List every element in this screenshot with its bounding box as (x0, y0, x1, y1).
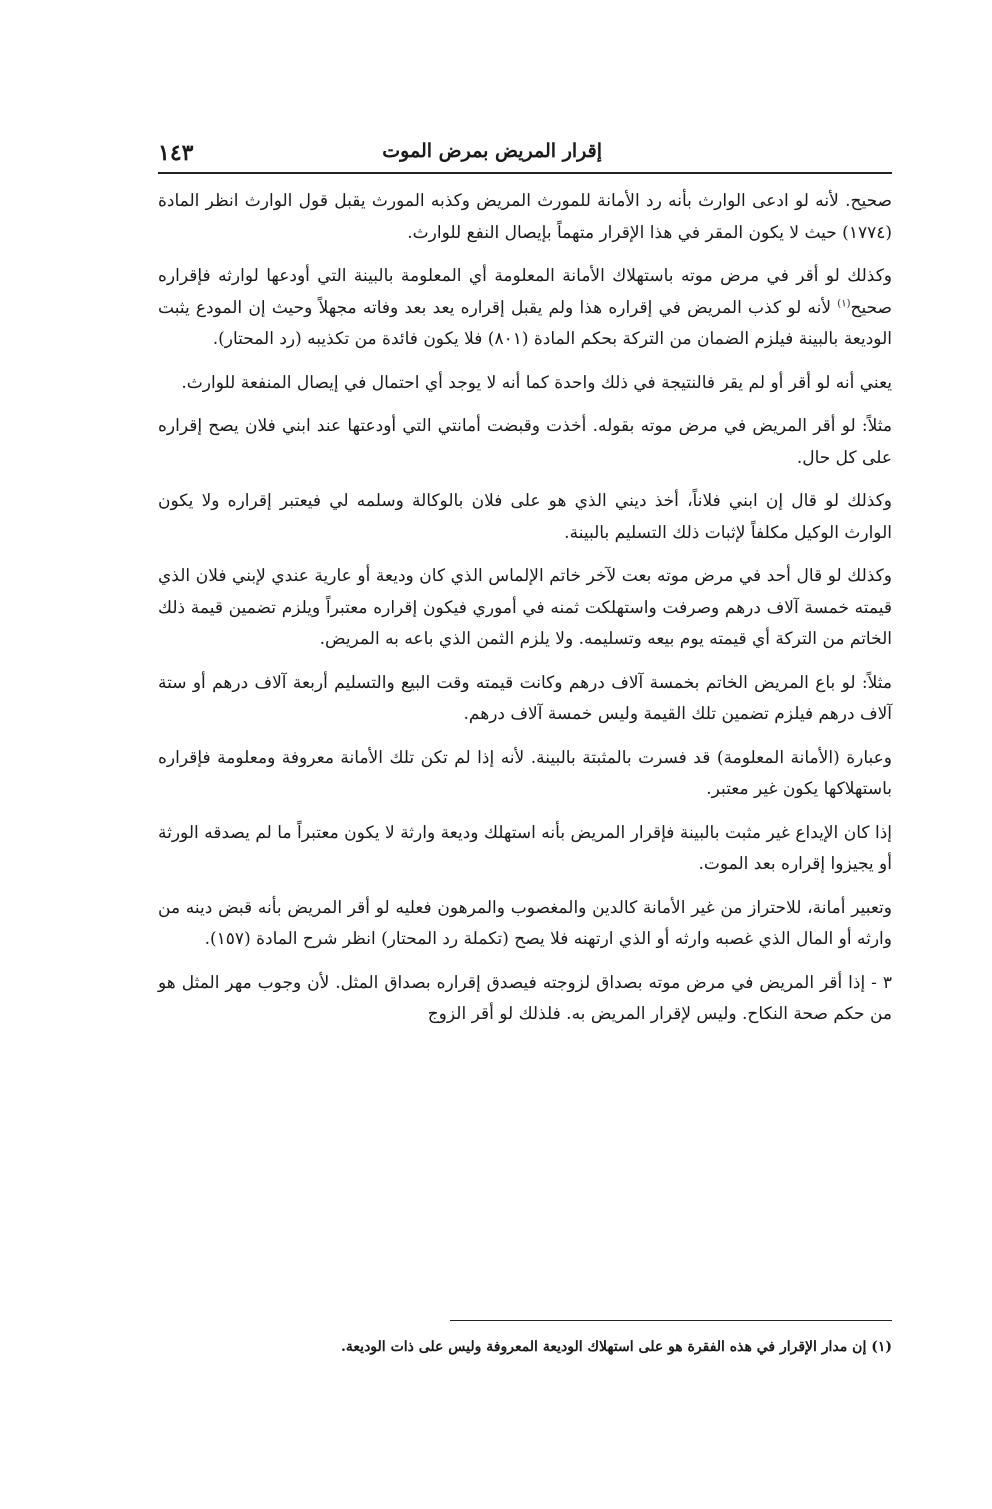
footnote: (١) إن مدار الإقرار في هذه الفقرة هو على استهلاك الوديعة المعروفة وليس على ذات الوديعة. (341, 1339, 892, 1355)
header-rule (158, 172, 892, 174)
paragraph-2-start: وكذلك لو أقر في مرض موته باستهلاك الأمانة المعلومة أي المعلومة بالبينة التي أودعها لوارثه فإقراره صحيح (158, 266, 892, 318)
page-number: ١٤٣ (158, 140, 194, 166)
body-text (158, 186, 892, 1043)
running-title: إقرار المريض بمرض الموت (382, 140, 602, 162)
paragraph-9: إذا كان الإيداع غير مثبت بالبينة فإقرار المريض بأنه استهلك وديعة وارثة لا يكون معتبراً ما لم يصدقه الورثة أو يجيزوا إقراره بعد الموت. (158, 822, 892, 874)
paragraph-5: وكذلك لو قال إن ابني فلاناً، أخذ ديني الذي هو على فلان بالوكالة وسلمه لي فيعتبر إقراره ولا يكون الوارث الوكيل مكلفاً لإثبات ذلك التسليم بالبينة. (158, 491, 892, 543)
paragraph-1: صحيح. لأنه لو ادعى الوارث بأنه رد الأمانة للمورث المريض وكذبه المورث يقبل قول الوارث انظر المادة (١٧٧٤) حيث لا يكون المقر في هذا الإقرار متهماً بإيصال النفع للوارث. (158, 191, 892, 243)
paragraph-2 (158, 261, 892, 356)
paragraph-3: يعني أنه لو أقر أو لم يقر فالنتيجة في ذلك واحدة كما أنه لا يوجد أي احتمال في إيصال المنفعة للوارث. (181, 372, 892, 393)
footnote-rule (450, 1320, 892, 1321)
paragraph-4: مثلاً: لو أقر المريض في مرض موته بقوله. أخذت وقبضت أمانتي التي أودعتها عند ابني فلان يصح إقراره على كل حال. (158, 416, 892, 468)
paragraph-11: ٣ - إذا أقر المريض في مرض موته بصداق لزوجته فيصدق إقراره بصداق المثل. لأن وجوب مهر المثل هو من حكم صحة النكاح. وليس لإقرار المريض به. فلذلك لو أقر الزوج (158, 972, 892, 1024)
paragraph-10: وتعبير أمانة، للاحتراز من غير الأمانة كالدين والمغصوب والمرهون فعليه لو أقر المريض بأنه قبض دينه من وارثه أو المال الذي غصبه وارثه أو الذي ارتهنه فلا يصح (تكملة رد المحتار) انظر شرح المادة (١٥٧). (158, 897, 892, 949)
page-header (158, 140, 892, 166)
paragraph-6: وكذلك لو قال أحد في مرض موته بعت لآخر خاتم الإلماس الذي كان وديعة أو عارية عندي لإبني فلان الذي قيمته خمسة آلاف درهم وصرفت واستهلكت ثمنه في أموري فيكون إقراره معتبراً ويلزم تضمين قيمة ذلك الخاتم من التركة أي قيمته يوم بيعه وتسليمه. ولا يلزم الثمن الذي باعه به المريض. (158, 566, 892, 649)
paragraph-2-rest: لأنه لو كذب المريض في إقراره هذا ولم يقبل إقراره يعد بعد وفاته مجهلاً وحيث إن المودع يثبت الوديعة بالبينة فيلزم الضمان من التركة بحكم المادة (٨٠١) فلا يكون فائدة من تكذيبه (رد المحتار). (158, 297, 892, 349)
footnote-marker: (١) (837, 297, 851, 309)
paragraph-8: وعبارة (الأمانة المعلومة) قد فسرت بالمثبتة بالبينة. لأنه إذا لم تكن تلك الأمانة معروفة ومعلومة فإقراره باستهلاكها يكون غير معتبر. (158, 747, 892, 799)
paragraph-7: مثلاً: لو باع المريض الخاتم بخمسة آلاف درهم وكانت قيمته وقت البيع والتسليم أربعة آلاف درهم أو ستة آلاف درهم فيلزم تضمين تلك القيمة وليس خمسة آلاف درهم. (158, 672, 892, 724)
